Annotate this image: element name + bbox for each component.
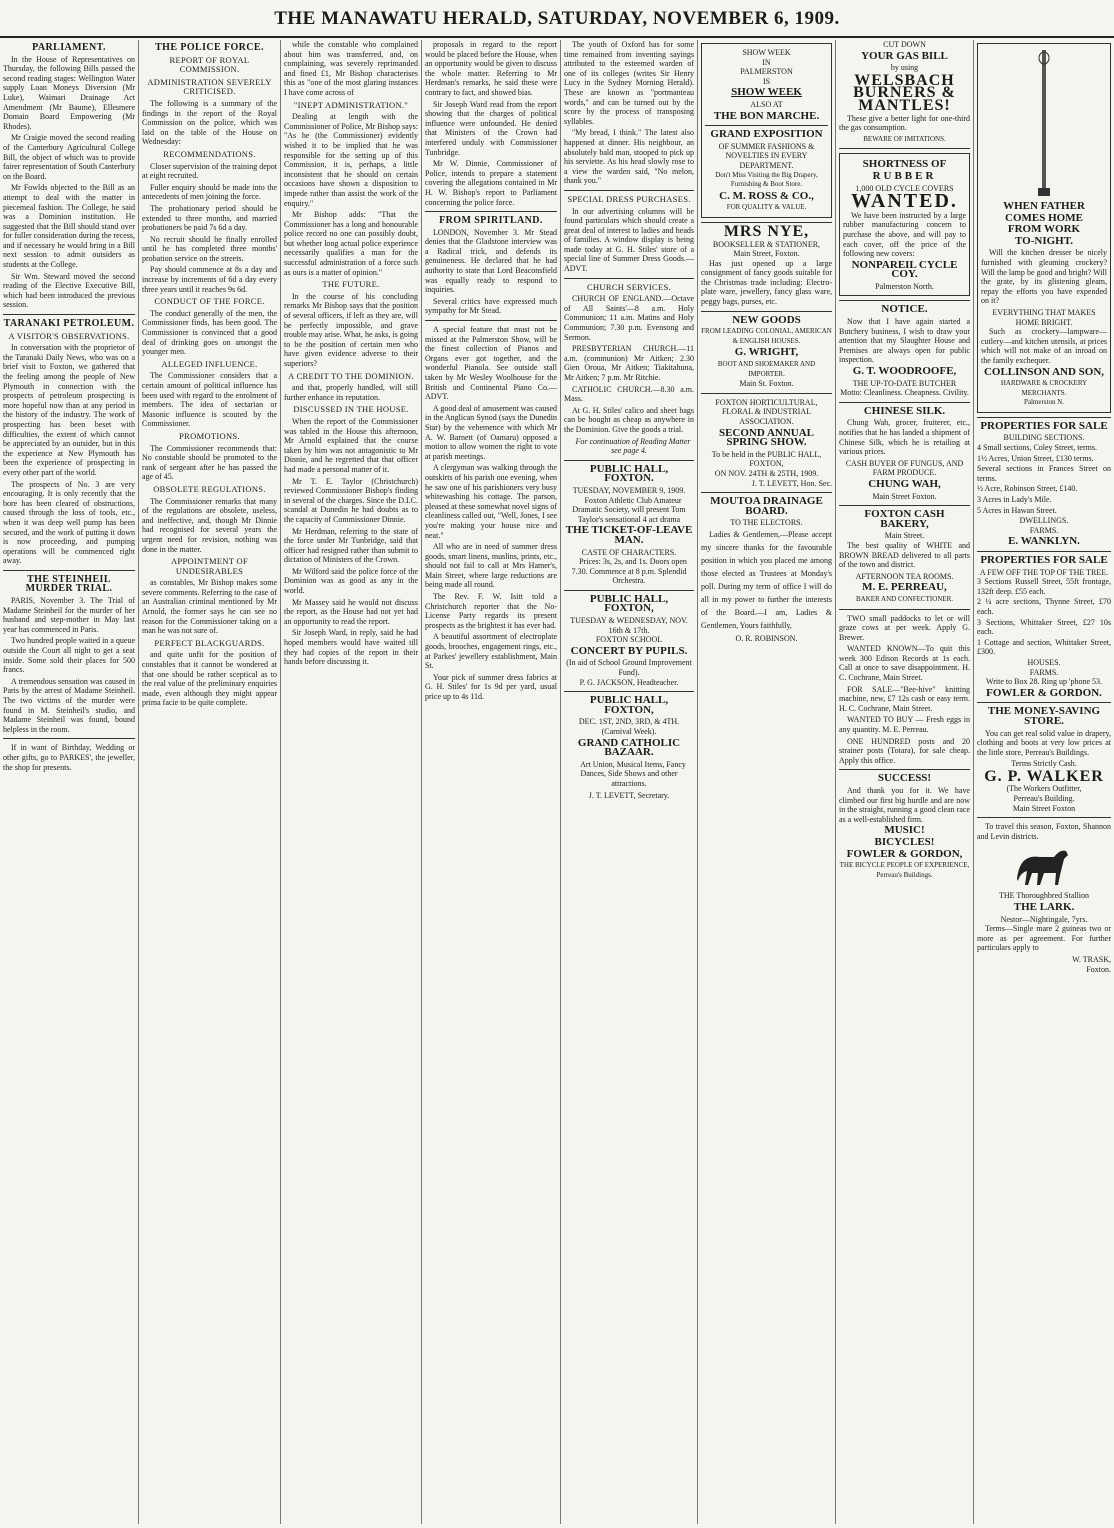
ad-line: OF SUMMER FASHIONS & NOVELTIES IN EVERY DEPARTMENT. — [718, 141, 815, 170]
column-8 — [974, 40, 1114, 1524]
ad-headline: GRAND CATHOLIC BAZAAR. — [577, 736, 681, 759]
ad-line: CASH BUYER OF FUNGUS, AND FARM PRODUCE. — [845, 458, 964, 478]
article-paragraph: Closer supervision of the training depot at eight recruited. — [142, 161, 277, 181]
ad-line: CUT DOWN — [883, 40, 926, 49]
divider — [3, 314, 135, 315]
ad-line: BUILDING SECTIONS. — [1003, 433, 1085, 443]
advert-spring-show — [701, 398, 832, 488]
ad-title: PUBLIC HALL, FOXTON. — [589, 462, 669, 485]
ad-line: FARMS. — [1029, 667, 1059, 677]
article-paragraph: In conversation with the proprietor of the Taranaki Daily News, who was on a brief visit to Foxton, we gathered that the feeling among the people of New Plymouth in connection with the prospects of petroleum prospecting is more hopeful now than at any period in the history of the industry. The work of prospecting has been beset with difficulties, the extent of which cannot be appreciated by an outsider, but in this the experience at New Plymouth has been the experience of prospecting in every other part of the world. — [3, 343, 135, 477]
subheadline: ADMINISTRATION SEVERELY CRITICISED. — [147, 76, 272, 97]
ad-venue: To be held in the PUBLIC HALL, FOXTON, — [711, 449, 822, 469]
ad-line: WANTED. — [851, 190, 958, 213]
article-paragraph: When the report of the Commissioner was tabled in the House this afternoon, Mr Arnold explained that the course taken by him was not antagonistic to Mr Dinnie, and he regretted that that officer had made a personal matter of it. — [284, 416, 418, 474]
ad-line: NOTICE. — [881, 303, 928, 316]
section-heading: OBSOLETE REGULATIONS. — [153, 483, 266, 494]
ad-cast-heading: CASTE OF CHARACTERS. — [581, 547, 677, 557]
article-paragraph: In the House of Representatives on Thursday, the following Bills passed the second reading stages: Wellington Water supply Loan Moneys Diversion (Mr Luke), Waimari Drainage Act Amendment (Mr Baume), Ellesmere Domain Board Empowering (Mr Rhodes). — [3, 54, 135, 131]
article-paragraph: The conduct generally of the men, the Commissioner finds, has been good. The Commissioner is convinced that a good deal of drinking goes on amongst the younger men. — [142, 308, 277, 357]
article-paragraph: and quite unfit for the position of constables that it cannot be wondered at that one should be rather sceptical as to the real value of the preliminary enquiries made, even although they might appear prima facie to be quite complete. — [142, 650, 277, 708]
article-paragraph: Sir Joseph Ward, in reply, said he had hoped members would have waited till they had copies of the report in their hands before discussing it. — [284, 628, 418, 667]
ad-title: NEW GOODS — [732, 313, 801, 326]
advert-money-saving-store — [977, 707, 1111, 813]
column-3 — [281, 40, 421, 1524]
article-paragraph: A beautiful assortment of electroplate goods, brooches, engagement rings, etc., at Parkes' jewellery establishment, Main St. — [425, 632, 557, 671]
ad-body: Now that I have again started a Butchery business, I wish to draw your attention that my Slaughter House and Premises are always open for public inspection. — [839, 317, 970, 365]
ad-title: FOXTON HORTICULTURAL, FLORAL & INDUSTRIAL ASSOCIATION. — [715, 397, 818, 426]
article-paragraph: LONDON, November 3. Mr Stead denies that the Gladstone interview was a Radical trick, and defends its genuineness. He declared that he had authority to state that Lord Beaconsfield was equally ready to respond to inquiries. — [425, 227, 557, 295]
ad-body: The best quality of WHITE and BROWN BREAD delivered to all parts of the town and district. — [839, 540, 970, 570]
ad-line: BAKER AND CONFECTIONER. — [855, 594, 954, 603]
article-paragraph: Sir Wm. Steward moved the second reading of the Elective Executive Bill, which had been introduced the previous session. — [3, 271, 135, 310]
divider — [564, 278, 694, 279]
article-paragraph: Mr Craigie moved the second reading of the Canterbury Agricultural College Bill, the object of which was to provide fairer representation of South Canterbury on the Board. — [3, 133, 135, 181]
column-2 — [139, 40, 280, 1524]
continuation-note: For continuation of Reading Matter see page 4. — [575, 436, 691, 456]
advert-ticket-of-leave — [564, 462, 694, 586]
ad-line: CHINESE SILK. — [863, 404, 946, 417]
article-paragraph: A tremendous sensation was caused in Paris by the arrest of Madame Steinheil. The two victims of the murder were found in M. Steinheil's studio, and Madame Steinheil was found, bound helpless in the room. — [3, 676, 135, 734]
divider — [3, 738, 135, 739]
ad-line: COMES HOME — [1005, 211, 1083, 224]
headline-from-spiritland: FROM SPIRITLAND. — [439, 215, 543, 227]
advert-bakery — [839, 510, 970, 604]
divider — [701, 311, 832, 312]
article-paragraph: All who are in need of summer dress goods, smart linens, muslins, prints, etc., should not fail to call at Mrs Hamer's, Main Street, where large reductions are being made all round. — [425, 542, 557, 590]
article-paragraph: PRESBYTERIAN CHURCH.—11 a.m. (communion) Mr Aitken; 2.30 Gien Oroua, Mr Aitken; Tiakitahuna, Mr Aitken; 7 p.m. Mr Ritchie. — [564, 344, 694, 382]
ad-line: Terms Strictly Cash. — [1011, 759, 1077, 769]
list-item: 3 Sections Russell Street, 55ft frontage, 132ft deep. £55 each. — [977, 577, 1111, 596]
ad-play-title: THE TICKET-OF-LEAVE MAN. — [565, 524, 693, 546]
ad-line: IS — [762, 76, 771, 86]
divider — [564, 590, 694, 591]
ad-line: Nestor—Nightingale, 7yrs. — [1000, 914, 1088, 924]
ad-prices: Prices: 3s, 2s, and 1s. Doors open 7.30. Commence at 8 p.m. Splendid Orchestra. — [571, 557, 687, 586]
ad-line: SHORTNESS OF — [862, 158, 947, 171]
article-paragraph: Two hundred people waited in a queue outside the Court all night to get a seat inside. Some sold their places for 500 francs. — [3, 636, 135, 675]
ad-line: SHOW WEEK — [742, 48, 791, 57]
ad-intro: To travel this season, Foxton, Shannon and Levin districts. — [977, 822, 1111, 841]
ad-line: Palmerston North. — [875, 281, 934, 291]
divider — [977, 417, 1111, 418]
article-paragraph: The probationary period should be extended to three months, and married probationers be paid 7s 6d a day. — [142, 203, 277, 233]
list-item: 5 Acres in Hawan Street. — [977, 505, 1057, 515]
ad-line: M. E. PERREAU, — [862, 581, 947, 594]
ad-line: THE Thoroughbred Stallion — [998, 891, 1090, 901]
section-heading: CONDUCT OF THE FORCE. — [154, 296, 265, 307]
divider — [839, 402, 970, 403]
article-paragraph: while the constable who complained about him was transferred, and, on complaining, was severely reprimanded and fined £1, Mr Bishop characterises this as "one of the most glaring instances I have come across of — [284, 40, 418, 97]
divider — [564, 460, 694, 461]
section-heading: A CREDIT TO THE DOMINION. — [288, 370, 414, 381]
ad-body: These give a better light for one-third the gas consumption. — [839, 113, 970, 133]
advert-cycle-covers — [839, 153, 970, 296]
ad-subtitle: FROM LEADING COLONIAL, AMERICAN & ENGLISH HOUSES. — [701, 327, 832, 345]
ad-line: Main Street Foxton — [1012, 803, 1076, 813]
column-1 — [0, 40, 138, 1524]
ad-title: PUBLIC HALL, FOXTON, — [589, 592, 669, 615]
ad-signature: O. R. ROBINSON. — [735, 633, 798, 643]
article-paragraph: proposals in regard to the report would be placed before the House, when an opportunity would be given to discuss the whole matter. Referring to Mr Herdman's remarks, he said these were contrary to fact, and showed bias. — [425, 40, 557, 97]
article-paragraph: In our advertising columns will be found particulars which should create a great deal of interest to ladies and heads of families. A window display is being made today at G. H. Stiles' store of a special line of Summer Dress Goods.—ADVT. — [564, 206, 694, 274]
ad-line: COLLINSON AND SON, — [983, 365, 1105, 378]
list-item: 4 Small sections, Coley Street, terms. — [977, 443, 1097, 453]
article-paragraph: CHURCH OF ENGLAND.—Octave of All Saints'—8 a.m. Holy Communion; 11 a.m. Matins and Holy Communion; 7.30 p.m. Evensong and Sermon. — [564, 294, 694, 342]
ad-body: And thank you for it. We have climbed our first big hurdle and are now in the straight, running a good clean race as a well-established firm. — [839, 786, 970, 824]
ad-line: Palmerston N. — [1023, 398, 1065, 407]
column-7 — [836, 40, 973, 1524]
ad-body: Chung Wah, grocer, fruiterer, etc., notifies that he has landed a shipment of Chinese Silk, which he is retailing at various prices. — [839, 418, 970, 457]
section-heading: PROMOTIONS. — [179, 430, 240, 441]
ad-line: BICYCLES! — [874, 835, 935, 848]
list-item: 2 ¼ acre sections, Thynne Street, £70 each. — [977, 597, 1111, 616]
column-6 — [698, 40, 835, 1524]
list-item: 1½ Acres, Union Street, £130 terms. — [977, 453, 1094, 463]
column-4 — [422, 40, 560, 1524]
ad-line: THE BON MARCHE. — [713, 109, 820, 122]
article-paragraph: The youth of Oxford has for some time remained from inventing sayings attributed to the esteemed warden of one of its colleges (writes Sir Henry Lucy in the Sydney Morning Herald). These are known as "portmanteau words," and can be turned out by the score by the process of transposing syllables. — [564, 40, 694, 126]
ad-line: GRAND EXPOSITION — [710, 128, 823, 141]
article-paragraph: A good deal of amusement was caused in the Anglican Synod (says the Dunedin Star) by the vehemence with which Mr A. W. Barnett (of Oamaru) opposed a motion to allow women the right to vote at parish meetings. — [425, 403, 557, 461]
masthead: THE MANAWATU HERALD, SATURDAY, NOVEMBER 6, 1909. — [0, 2, 1114, 38]
classified-ad: WANTED TO BUY — Fresh eggs in any quantity. M. E. Perreau. — [839, 715, 970, 735]
ad-line: 1,000 OLD CYCLE COVERS — [855, 183, 954, 193]
advert-collinson — [977, 43, 1111, 413]
article-paragraph: The prospects of No. 3 are very encouraging. It is only recently that the bore has been cleared of obstructions, caused through the loss of tools, etc., when it was deep well pump has been secured, and the work of putting it down is now proceeding, and pumping operations will be commenced right away. — [3, 479, 135, 566]
ad-line: (The Workers Outfitter, — [1006, 784, 1082, 794]
ad-line: HARDWARE & CROCKERY MERCHANTS. — [1000, 379, 1088, 397]
ad-body: Will the kitchen dresser be nicely furnished with gleaming crockery? Will the lamp be good and bright? Will the grate, by its glistening gleam, repay the efforts you have expended on it? — [981, 248, 1107, 306]
ad-line: G. T. WOODROOFE, — [852, 365, 957, 378]
ad-body: Terms—Single mare 2 guineas two or more as per agreement. For further particulars apply to — [977, 924, 1111, 953]
subheadline: REPORT OF ROYAL COMMISSION. — [169, 54, 250, 75]
subheadline: A VISITOR'S OBSERVATIONS. — [8, 330, 130, 341]
divider — [977, 551, 1111, 552]
ad-line: NONPAREIL CYCLE COY. — [851, 258, 958, 281]
ad-body: Has just opened up a large consignment of fancy goods suitable for the Christmas trade including: Electro-plate ware, jewellery, fancy glass ware, peggy bags, purses, etc. — [701, 258, 832, 307]
list-item: ½ Acre, Robinson Street, £140. — [977, 484, 1078, 494]
headline-police-force: THE POLICE FORCE. — [155, 42, 264, 53]
ad-line: Main Street Foxton. — [872, 491, 937, 501]
ad-subtitle: TO THE ELECTORS. — [730, 518, 803, 528]
ad-line: TO-NIGHT. — [1015, 234, 1073, 247]
article-paragraph: "My bread, I think." The latest also happened at dinner. His neighbour, an absolutely bald man, stooped to pick up his serviette. As his head slowly rose to a view the warden said, "No melon, thank you." — [564, 128, 694, 186]
article-paragraph: as constables, Mr Bishop makes some severe comments. Referring to the case of an Australian criminal mentioned by Mr Arnold, the former says he can see no reason for the Commissioner taking on a man he was not sure of. — [142, 578, 277, 636]
ad-line: IN — [762, 57, 771, 67]
column-5 — [561, 40, 697, 1524]
divider — [701, 492, 832, 493]
ad-line: SUCCESS! — [877, 772, 932, 785]
classified-ad: ONE HUNDRED posts and 20 strainer posts (Totara), for sale cheap. Apply this office. — [839, 736, 970, 765]
article-paragraph: and that, properly handled, will still further enhance its reputation. — [284, 383, 418, 402]
article-paragraph: Several critics have expressed much sympathy for Mr Stead. — [425, 296, 557, 316]
ad-line: THE BICYCLE PEOPLE OF EXPERIENCE, — [839, 861, 970, 870]
ad-line: Perreau's Building. — [1013, 794, 1075, 804]
ad-signature: P. G. JACKSON, Headteacher. — [579, 677, 679, 687]
ad-line: RUBBER — [872, 169, 937, 182]
advert-chinese-silk — [839, 404, 970, 501]
ad-line: PALMERSTON — [740, 67, 793, 77]
ad-line: FOWLER & GORDON, — [846, 847, 963, 860]
article-paragraph: Mr Fowlds objected to the Bill as an attempt to deal with the matter in piecemeal fashion. The College, he said was a Dominion institution. He suggested that the Bill should stand over for fuller consideration during the recess, and if necessary he would bring in a Bill next session to admit outsiders as students at the College. — [3, 183, 135, 270]
article-paragraph: Mr Massey said he would not discuss the report, as the House had not yet had an opportunity to read the report. — [284, 597, 418, 626]
article-paragraph: Mr Bishop adds: "That the Commissioner has a long and honourable police record no one can possibly doubt, but whether long actual police experience necessarily qualifies a man for the successful administration of a force such as ours is a matter of opinion." — [284, 210, 418, 277]
ad-line: Perreau's Buildings. — [876, 870, 933, 879]
advert-stallion — [977, 822, 1111, 974]
article-paragraph: CATHOLIC CHURCH.—8.30 a.m. Mass. — [564, 384, 694, 404]
ad-line: THE LARK. — [1013, 901, 1075, 914]
ad-line: A FEW OFF THE TOP OF THE TREE. — [979, 567, 1109, 577]
ad-line: ALSO AT — [750, 99, 783, 109]
list-item: Several sections in Frances Street on terms. — [977, 464, 1111, 483]
article-paragraph: No recruit should be finally enrolled until he has completed three months' probation service on the streets. — [142, 234, 277, 263]
section-heading: "INEPT ADMINISTRATION." — [293, 99, 409, 110]
article-paragraph: Dealing at length with the Commissioner of Police, Mr Bishop says: "As he (the Commissioner) evidently wished it to be implied that he was responsible for the setting up of this Commission, it is, perhaps, a little inconsistent that he should on certain occasions have shown a disposition to impede rather than assist the work of the enquiry." — [284, 112, 418, 208]
article-paragraph: The Commissioner considers that a certain amount of political influence has been used with regard to the enrolment of members. The idea of sectarian or Masonic influence is scouted by the Commissioner. — [142, 371, 277, 429]
divider — [977, 817, 1111, 818]
article-paragraph: The Rev. F. W. Isitt told a Christchurch reporter that the No-License Party regards its present prospects as the brightest it has ever had. — [425, 592, 557, 630]
ad-line: Main Street. — [884, 531, 925, 541]
ad-line: FOWLER & GORDON. — [986, 686, 1102, 699]
ad-line: FOR QUALITY & VALUE. — [726, 203, 807, 212]
list-item: 1 Cottage and section, Whittaker Street, £300. — [977, 637, 1111, 657]
section-heading: APPOINTMENT OF UNDESIRABLES — [170, 556, 248, 576]
divider — [839, 769, 970, 770]
divider — [839, 148, 970, 149]
ad-subtitle: (In aid of School Ground Improvement Fund). — [566, 658, 692, 678]
ad-date: DEC. 1ST, 2ND, 3RD, & 4TH. (Carnival Week). — [578, 717, 680, 736]
article-paragraph: A clergyman was walking through the outskirts of his parish one evening, when he saw one of his parishioners very busy whitewashing his cottage. The parson, pleased at these somewhat novel signs of cleanliness called out, "Well, Jones, I see you're making your house nice and neat." — [425, 463, 557, 540]
ad-line: FOXTON CASH BAKERY, — [864, 508, 945, 530]
ad-address: Main Street, Foxton. — [733, 249, 800, 259]
divider — [425, 211, 557, 212]
section-heading: CHURCH SERVICES. — [587, 281, 671, 292]
ad-line: Write to Box 28. Ring up 'phone 53. — [986, 677, 1102, 687]
headline-steinheil-trial: THE STEINHEIL MURDER TRIAL. — [25, 573, 113, 595]
ad-trade: BOOT AND SHOEMAKER AND IMPORTER. — [717, 360, 816, 378]
ad-line: SHOW WEEK — [731, 86, 802, 99]
ad-body: Art Union, Musical Items, Fancy Dances, Side Shows and other attractions. — [580, 759, 686, 788]
section-heading: SPECIAL DRESS PURCHASES. — [567, 193, 691, 204]
ad-date: ON NOV. 24TH & 25TH, 1909. — [714, 468, 819, 478]
ad-line: PROPERTIES FOR SALE — [980, 419, 1108, 432]
ad-title: PUBLIC HALL, FOXTON, — [589, 694, 669, 716]
advert-fowler-gordon-properties — [977, 556, 1111, 698]
article-paragraph: Mr Herdman, referring to the state of the force under Mr Tunbridge, said that officer had resigned rather than submit to dictation of Ministers of the Crown. — [284, 526, 418, 565]
ad-line: MANTLES! — [858, 96, 951, 114]
divider — [839, 609, 970, 610]
ad-date: TUESDAY & WEDNESDAY, NOV. 16th & 17th. — [570, 616, 688, 635]
section-heading: DISCUSSED IN THE HOUSE. — [293, 404, 409, 415]
list-item: 3 Acres in Lady's Mile. — [977, 495, 1052, 505]
ad-line: by using — [890, 63, 919, 73]
ad-headline: CONCERT BY PUPILS. — [570, 644, 688, 657]
section-heading: RECOMMENDATIONS. — [163, 148, 256, 159]
ad-warning: BEWARE OF IMITATIONS. — [863, 134, 946, 143]
article-paragraph: The following is a summary of the findings in the report of the Royal Commission on the police, which was laid on the table of the House on Wednesday: — [142, 98, 277, 147]
ad-line: G. P. WALKER — [984, 767, 1104, 785]
classified-ad: TWO small paddocks to let or will graze cows at per week. Apply G. Brewer. — [839, 613, 970, 642]
advert-mrs-nye — [701, 222, 832, 307]
divider — [705, 125, 828, 126]
article-paragraph: The Commissioner remarks that many of the regulations are obsolete, useless, and ineffective, and, though Mr Dinnie had recognised for several years the urgent need for revision, nothing was done in the matter. — [142, 496, 277, 554]
ad-line: WHEN FATHER — [1003, 200, 1085, 212]
article-paragraph: Sir Joseph Ward read from the report showing that the charges of political influence were unfounded. He denied that Ministers of the Crown had interfered unduly with Commissioner Tunbridge. — [425, 99, 557, 157]
article-paragraph: Pay should commence at 8s a day and increase by increments of 6d a day every three years until it reaches 9s 6d. — [142, 265, 277, 294]
ad-subtitle: BOOKSELLER & STATIONER, — [712, 239, 821, 249]
ad-line: Motto: Cleanliness. Cheapness. Civility. — [840, 388, 969, 398]
ad-line: THE MONEY-SAVING STORE. — [987, 705, 1101, 727]
article-paragraph: A special feature that must not be missed at the Palmerston Show, will be the finest collection of Pianos and Organs ever got together, and the wonderful Pianola. See outside stall taken by Mr Wesley Woolhouse for the British and Continental Piano Co.—ADVT. — [425, 325, 557, 402]
advert-paragraph: If in want of Birthday, Wedding or other gifts, go to PARKES', the jeweller, the shop for presents. — [3, 743, 135, 772]
ad-headline: SECOND ANNUAL SPRING SHOW. — [718, 426, 815, 449]
advert-catholic-bazaar — [564, 696, 694, 800]
article-paragraph: Mr T. E. Taylor (Christchurch) reviewed Commissioner Bishop's finding in several of the charges. Since the D.I.C. scandal at Dunedin he had doubts as to the capacity of Commissioner Dinnie. — [284, 476, 418, 524]
ad-body: Foxton Athletic Club Amateur Dramatic Society, will present Tom Taylor's sensational 4 act drama — [572, 495, 686, 524]
article-paragraph: Fuller enquiry should be made into the antecedents of men joining the force. — [142, 182, 277, 202]
ad-line: CHUNG WAH, — [868, 477, 941, 490]
ad-line: Foxton. — [1086, 964, 1111, 974]
article-paragraph: Mr W. Dinnie, Commissioner of Police, intends to prepare a statement covering the allegations contained in Mr H. W. Bishop's report to Parliament concerning the police force. — [425, 159, 557, 207]
divider — [977, 702, 1111, 703]
advert-wanklyn-properties — [977, 419, 1111, 548]
article-paragraph: Your pick of summer dress fabrics at G. H. Stiles' for 1s 9d per yard, usual price up to 4s 11d. — [425, 672, 557, 701]
divider — [839, 505, 970, 506]
ad-line: WELSBACH — [854, 71, 955, 89]
article-paragraph: Mr Wilford said the police force of the Dominion was as good as any in the world. — [284, 566, 418, 596]
advert-fowler-gordon-cycles — [839, 774, 970, 880]
ad-line: DWELLINGS. — [1019, 516, 1069, 526]
advert-butcher — [839, 305, 970, 397]
headline-taranaki-petroleum: TARANAKI PETROLEUM. — [3, 318, 135, 330]
classified-ad: FOR SALE—"Bee-hive" knitting machine, new, £7 12s cash or easy term. H. C. Cochrane, Main Street. — [839, 684, 970, 713]
article-paragraph: At G. H. Stiles' calico and sheet bags can be bought as cheap as anywhere in the Dominion. Give the goods a trial. — [564, 405, 694, 434]
ad-body: Ladies & Gentlemen,—Please accept my sincere thanks for the favourable position in which you placed me among those elected as Trustees at Monday's poll. During my term of office I will do all in my power to further the interests of the Board.—I am, Ladies & Gentlemen, Yours faithfully, — [701, 529, 832, 630]
divider — [701, 393, 832, 394]
list-item: 3 Sections, Whittaker Street, £27 10s each. — [977, 617, 1111, 637]
ad-line: AFTERNOON TEA ROOMS. — [855, 571, 954, 581]
ad-line: HOUSES. — [1027, 657, 1061, 667]
ad-line: C. M. ROSS & CO., — [719, 189, 814, 202]
section-heading: THE FUTURE. — [322, 279, 380, 290]
section-heading: ALLEGED INFLUENCE. — [161, 358, 258, 369]
ad-title: MRS NYE, — [723, 222, 810, 240]
ad-name: G. WRIGHT, — [734, 346, 799, 359]
divider — [564, 190, 694, 191]
ad-body: We have been instructed by a large rubber manufacturing concern to purchase the above, and will pay to each cover, off the price of the following new covers: — [843, 210, 966, 259]
ad-school: FOXTON SCHOOL — [595, 635, 663, 645]
ad-line: Don't Miss Visiting the Big Drapery, Furnishing & Boot Store. — [715, 170, 818, 189]
ad-signature: J. T. LEVETT, Secretary. — [588, 790, 670, 800]
ad-line: BURNERS & — [853, 84, 956, 102]
advert-moutoa-drainage — [701, 497, 832, 643]
divider — [564, 691, 694, 692]
ad-line: MUSIC! — [884, 824, 925, 837]
advert-school-concert — [564, 592, 694, 687]
ad-address: Main St. Foxton. — [739, 379, 794, 389]
ad-line: FROM WORK — [1007, 223, 1081, 236]
ad-signature: J. T. LEVETT, Hon. Sec. — [751, 478, 832, 488]
headline-parliament: PARLIAMENT. — [32, 42, 106, 53]
divider — [839, 300, 970, 301]
divider — [425, 320, 557, 321]
lamp-illustration-icon — [1034, 50, 1054, 200]
divider — [3, 570, 135, 571]
ad-title: MOUTOA DRAINAGE BOARD. — [710, 495, 823, 517]
article-paragraph: In the course of his concluding remarks Mr Bishop says that the position of several officers, if left as they are, will be perfectly impossible, and grave trouble may arise. What, he asks, is going to be the position of certain men who have given evidence adverse to their superiors? — [284, 291, 418, 368]
ad-line: YOUR GAS BILL — [861, 49, 948, 62]
section-heading: PERFECT BLACKGUARDS. — [154, 637, 265, 648]
ad-body: Such as crockery—lampware—cutlery—and kitchen utensils, at prices which will not make of an inroad on the family exchequer. — [981, 327, 1107, 365]
ad-line: THE UP-TO-DATE BUTCHER — [852, 378, 957, 388]
ad-line: EVERYTHING THAT MAKES HOME BRIGHT. — [992, 307, 1096, 327]
ad-line: E. WANKLYN. — [1008, 535, 1080, 548]
ad-line: FARMS. — [1029, 525, 1059, 535]
article-paragraph: PARIS, November 3. The Trial of Madame Steinheil for the murder of her husband and step-mother in May last year has commenced in Paris. — [3, 596, 135, 634]
advert-bon-marche — [701, 43, 832, 218]
classified-ad: WANTED KNOWN—To quit this week 300 Edison Records at 1s each. Call at once to save disappointment. H. C. Cochrane, Main Street. — [839, 644, 970, 683]
advert-g-wright — [701, 313, 832, 389]
ad-line: W. TRASK, — [1072, 955, 1111, 964]
ad-line: PROPERTIES FOR SALE — [980, 554, 1108, 566]
horse-illustration-icon — [1014, 845, 1074, 887]
ad-body: You can get real solid value in drapery, clothing and boots at very low prices at the little store, Perreau's Buildings. — [977, 728, 1111, 757]
ad-date: TUESDAY, NOVEMBER 9, 1909. — [572, 485, 686, 495]
advert-welsbach — [839, 40, 970, 144]
article-paragraph: The Commissioner recommends that: No constable should be promoted to the rank of sergeant after he has passed the age of 45. — [142, 443, 277, 482]
